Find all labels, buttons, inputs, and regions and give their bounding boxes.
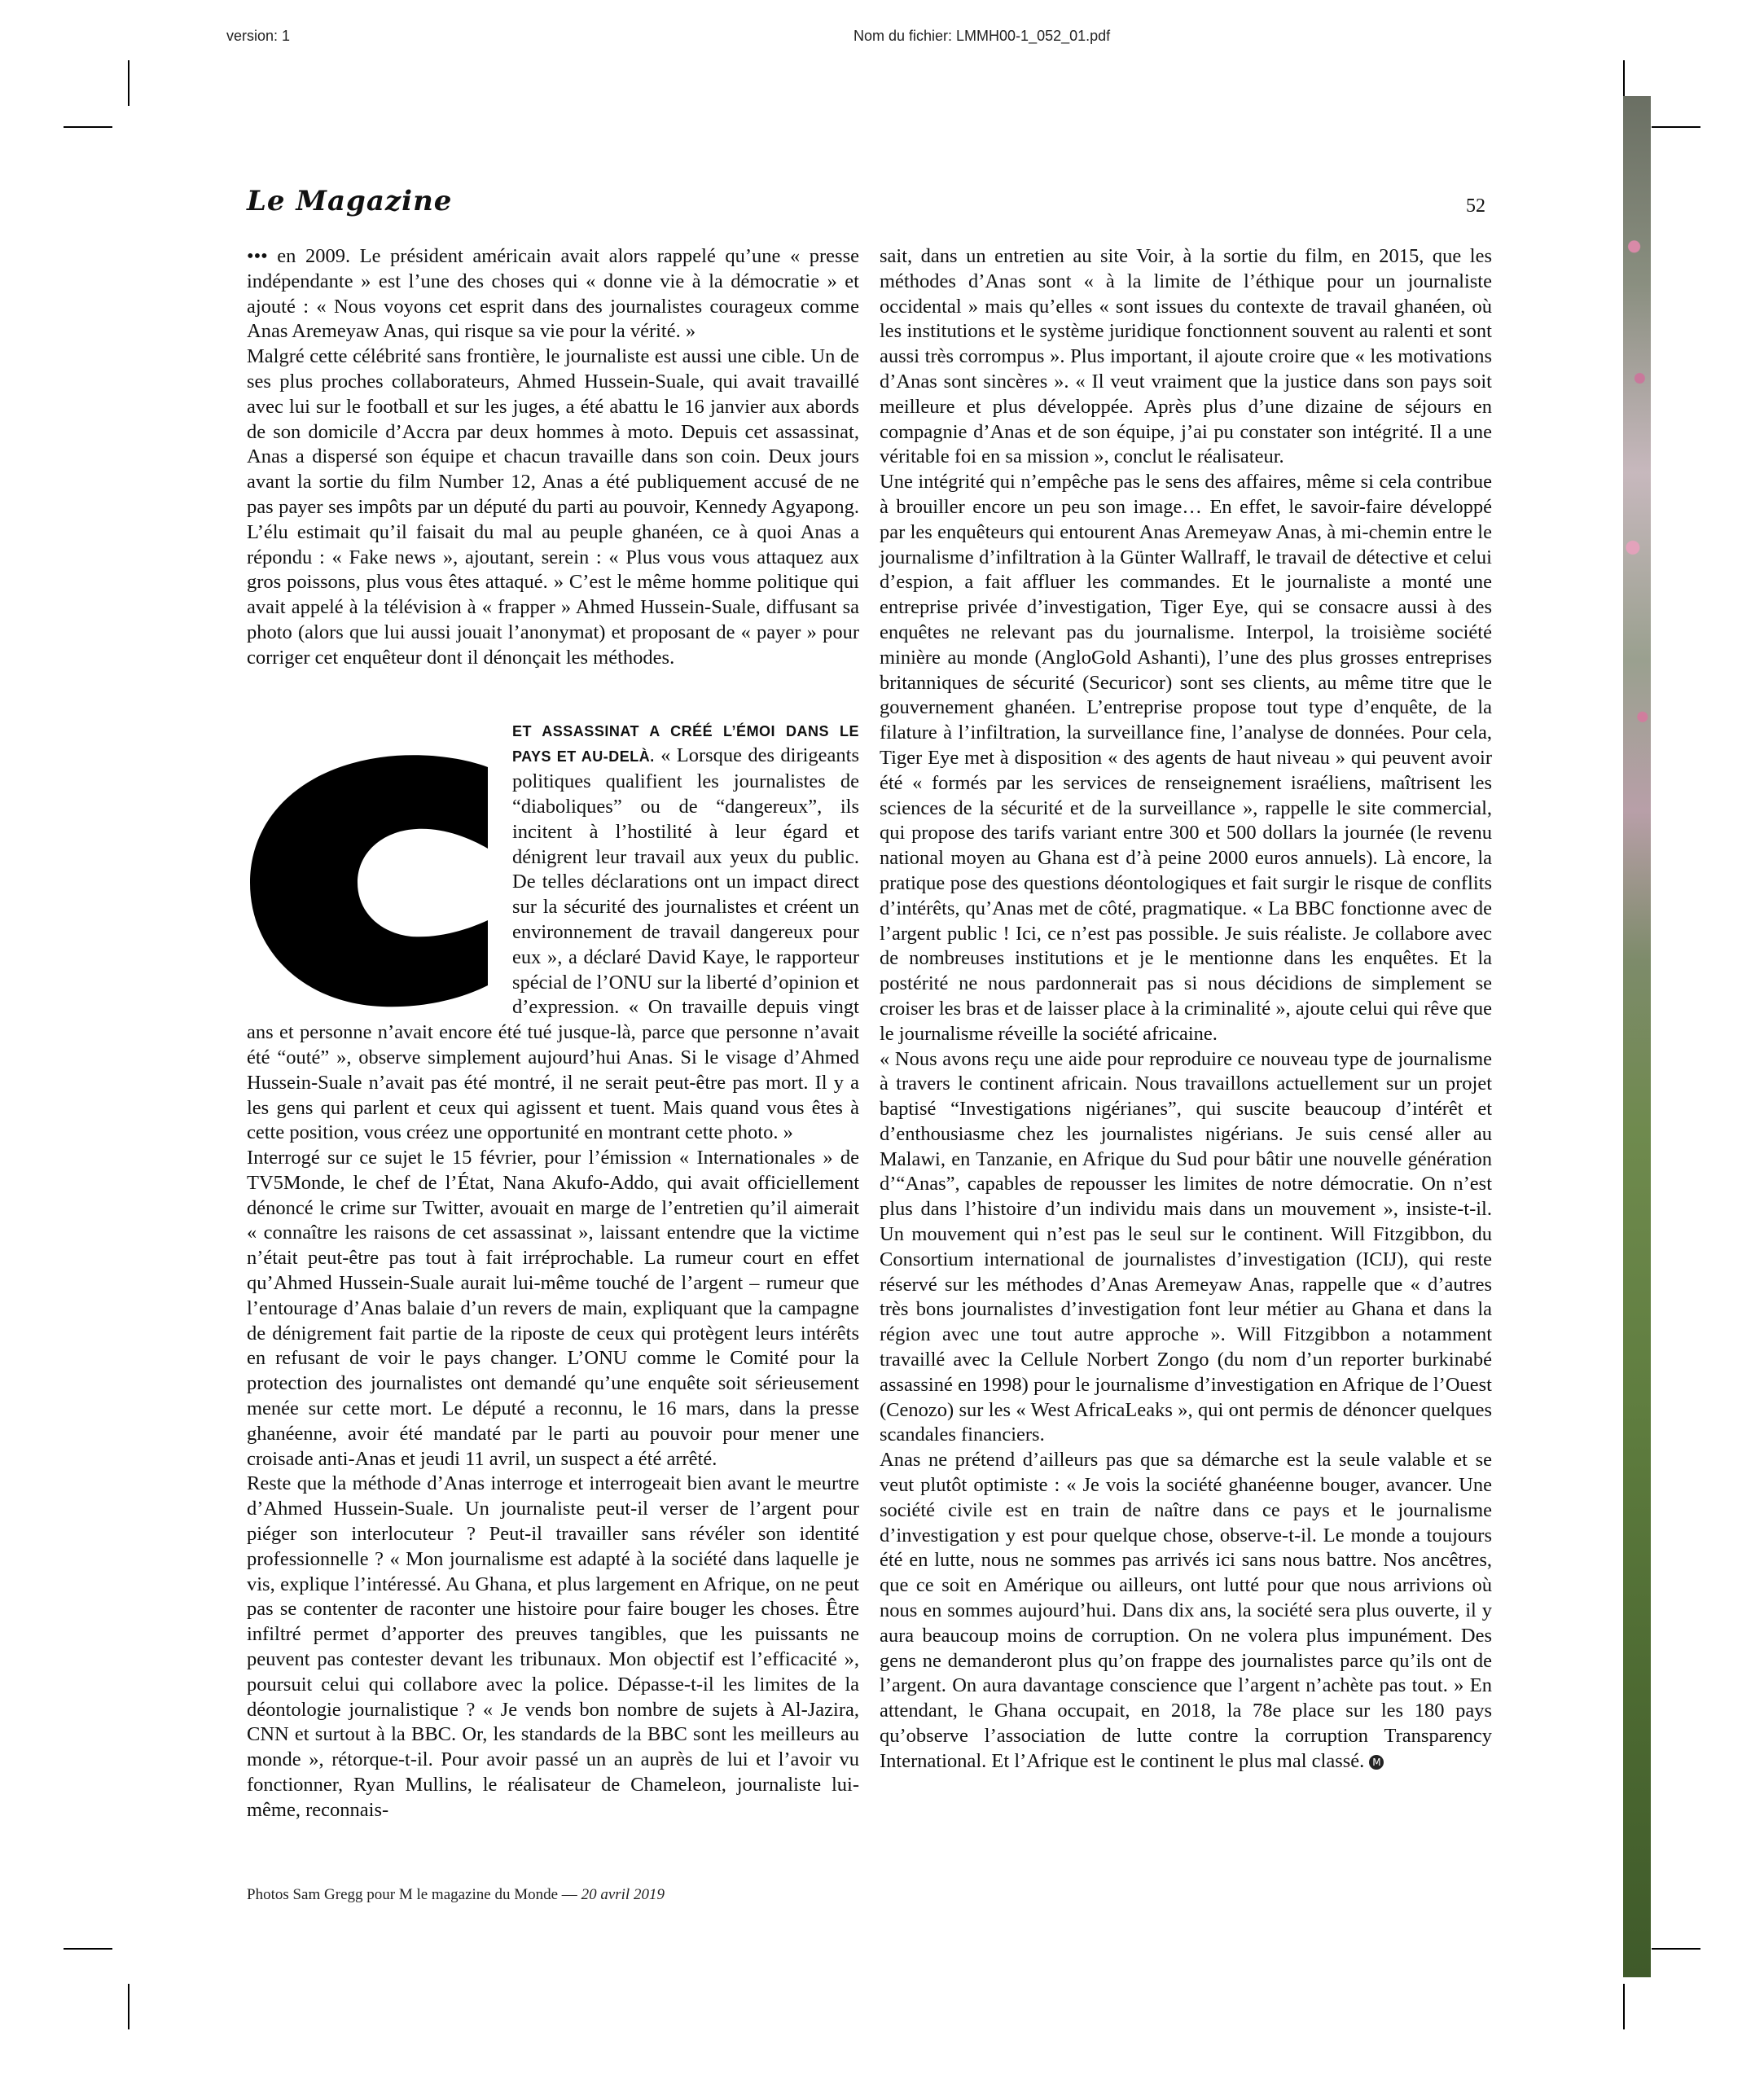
paragraph: ••• en 2009. Le président américain avait alors rappelé qu’une « presse indépendante » est l’une des choses qui « donne vie à la démocratie » et ajouté : « Nous voyons cet esprit dans des journalistes courageux comme Anas Aremeyaw Anas, qui risque sa vie pour la vérité. » xyxy=(247,245,859,343)
crop-mark xyxy=(1652,126,1700,128)
article-column-2 xyxy=(880,244,1492,1775)
article-column-1 xyxy=(247,244,859,1823)
lead-in: ET ASSASSINAT A CRÉÉ L’ÉMOI DANS LE PAYS ET AU-DELÀ. xyxy=(512,722,859,766)
crop-mark xyxy=(64,1948,112,1950)
credit-date: 20 avril 2019 xyxy=(581,1886,665,1903)
page-number: 52 xyxy=(1466,195,1485,217)
credit-text: Photos Sam Gregg pour M le magazine du Monde — xyxy=(247,1886,577,1903)
paragraph: « Nous avons reçu une aide pour reproduire ce nouveau type de journalisme à travers le continent africain. Nous travaillons actuellement sur un projet baptisé “Investigations nigérianes”, qui suscite beaucoup d’intérêt et d’enthousiasme chez les journalistes nigérians. Je suis censé aller au Malawi, en Tanzanie, en Afrique du Sud pour bâtir une nouvelle génération d’“Anas”, capables de repousser les limites de notre démocratie. On n’est plus dans l’histoire d’un individu mais dans un mouvement », insiste-t-il. Un mouvement qui n’est pas le seul sur le continent. Will Fitzgibbon, du Consortium international de journalistes d’investigation (ICIJ), qui reste réservé sur les méthodes d’Anas Aremeyaw Anas, rappelle que « d’autres très bons journalistes d’investigation font leur métier au Ghana et dans la région avec une tout autre approche ». Will Fitzgibbon a notamment travaillé avec la Cellule Norbert Zongo (du nom d’un reporter burkinabé assassiné en 1998) pour le journalisme d’investigation en Afrique de l’Ouest (Cenozo) sur les « West AfricaLeaks », qui ont permis de dénoncer quelques scandales financiers. xyxy=(880,1047,1492,1446)
crop-mark xyxy=(1623,1984,1625,2029)
end-mark-icon: M xyxy=(1369,1755,1384,1770)
paragraph: Une intégrité qui n’empêche pas le sens des affaires, même si cela contribue à brouiller encore un peu son image… En effet, le savoir-faire développé par les enquêteurs qui entourent Anas Aremeyaw Anas, à mi-chemin entre le journalisme d’infiltration à la Günter Wallraff, le travail de détective et celui d’espion, a fait affluer les commandes. Et le journaliste a monté une entreprise privée d’investigation, Tiger Eye, qui se consacre aussi à des enquêtes ne relevant pas du journalisme. Interpol, la troisième société minière au monde (AngloGold Ashanti), l’une des plus grosses entreprises britanniques de sécurité (Securicor) sont ses clients, au même titre que le gouvernement ghanéen. L’entreprise propose tout type d’enquête, de la filature à l’infiltration, la surveillance fine, l’analyse de données. Pour cela, Tiger Eye met à disposition « des agents de haut niveau » qui peuvent avoir été « formés par les services de renseignement israéliens, maîtrisent les sciences de la sécurité et de la surveillance », rappelle le site commercial, qui propose des tarifs variant entre 300 et 500 dollars la journée (le revenu national moyen au Ghana est d’à peine 2000 euros annuels). Là encore, la pratique pose des questions déontologiques et fait surgir le risque de conflits d’intérêts, qu’Anas met de côté, pragmatique. « La BBC fonctionne avec de l’argent public ! Ici, ce n’est pas possible. Je suis réaliste. Je collabore avec de nombreuses institutions et je le mentionne dans les enquêtes. Et la postérité ne nous pardonnerait pas si nous décidions de simplement se croiser les bras et de laisser place à la criminalité », ajoute celui qui rêve que le journalisme réveille la société africaine. xyxy=(880,471,1492,1045)
photo-edge-strip xyxy=(1623,96,1651,1977)
paragraph xyxy=(880,1448,1492,1774)
version-label: version: 1 xyxy=(226,28,291,44)
crop-mark xyxy=(1652,1948,1700,1950)
paragraph: Reste que la méthode d’Anas interroge et interrogeait bien avant le meurtre d’Ahmed Hussein-Suale. Un journaliste peut-il verser de l’argent pour piéger son interlocuteur ? Peut-il travailler sans révéler son identité professionnelle ? « Mon journalisme est adapté à la société dans laquelle je vis, explique l’intéressé. Au Ghana, et plus largement en Afrique, on ne peut pas se contenter de raconter une histoire pour faire bouger les choses. Être infiltré permet d’apporter des preuves tangibles, que les puissants ne peuvent pas contester devant les tribunaux. Mon objectif est l’efficacité », poursuit celui qui collabore avec la police. Dépasse-t-il les limites de la déontologie journalistique ? « Je vends bon nombre de sujets à Al-Jazira, CNN et surtout à la BBC. Or, les standards de la BBC sont les meilleurs au monde », rétorque-t-il. Pour avoir passé un an auprès de lui et l’avoir vu fonctionner, Ryan Mullins, le réalisateur de Chameleon, journaliste lui-même, reconnais- xyxy=(247,1472,859,1821)
paragraph: sait, dans un entretien au site Voir, à la sortie du film, en 2015, que les méthodes d’Anas sont « à la limite de l’éthique pour un journaliste occidental » mais qu’elles « sont issues du contexte de travail ghanéen, où les institutions et le système juridique fonctionnent souvent au ralenti et sont aussi très corrompus ». Plus important, il ajoute croire que « les motivations d’Anas sont sincères ». « Il veut vraiment que la justice dans son pays soit meilleure et plus développée. Après plus d’une dizaine de séjours en compagnie d’Anas et de son équipe, j’ai pu constater son intégrité. Il a une véritable foi en sa mission », conclut le réalisateur. xyxy=(880,245,1492,468)
photo-credit xyxy=(247,1886,665,1904)
crop-mark xyxy=(64,126,112,128)
paragraph-text: « Lorsque des dirigeants politiques qualifient les journalistes de “diaboliques” ou de “dangereux”, ils incitent à l’hostilité à leur égard et dénigrent leur travail aux yeux du public. De telles déclarations ont un impact direct sur la sécurité des journalistes et créent un environnement de travail dangereux pour eux », a déclaré David Kaye, le rapporteur spécial de l’ONU sur la liberté d’opinion et d’expression. « On travaille depuis vingt ans et personne n’avait encore été tué jusque-là, parce que personne n’avait été “outé” », observe simplement aujourd’hui Anas. Si le visage d’Ahmed Hussein-Suale n’avait pas été montré, il ne serait peut-être pas mort. Il y a les gens qui parlent et ceux qui agissent et tuent. Mais quand vous êtes à cette position, vous créez une opportunité en montrant cette photo. » xyxy=(247,744,860,1144)
filename-label: Nom du fichier: LMMH00-1_052_01.pdf xyxy=(853,28,1111,44)
magazine-brand: Le Magazine xyxy=(247,185,453,217)
crop-mark xyxy=(128,60,129,106)
drop-cap xyxy=(244,752,498,1010)
paragraph: Interrogé sur ce sujet le 15 février, pour l’émission « Internationales » de TV5Monde, le chef de l’État, Nana Akufo-Addo, qui avait officiellement dénoncé le crime sur Twitter, avouait en marge de l’entretien qu’il aimerait « connaître les raisons de cet assassinat », laissant entendre que la victime n’était peut-être pas tout à fait irréprochable. La rumeur court en effet qu’Ahmed Hussein-Suale aurait lui-même touché de l’argent – rumeur que l’entourage d’Anas balaie d’un revers de main, expliquant que la campagne de dénigrement fait partie de la riposte de ceux qui protègent leurs intérêts en refusant de voir le pays changer. L’ONU comme le Comité pour la protection des journalistes ont demandé qu’une enquête soit sérieusement menée sur cette mort. Le député a reconnu, le 16 mars, dans la presse ghanéenne, avoir été mandaté par le parti au pouvoir pour mener une croisade anti-Anas et jeudi 11 avril, un suspect a été arrêté. xyxy=(247,1147,859,1470)
paragraph-text: Anas ne prétend d’ailleurs pas que sa démarche est la seule valable et se veut plutôt optimiste : « Je vois la société ghanéenne bouger, avancer. Une société civile est en train de naître dans ce pays et le journalisme d’investigation y est pour quelque chose, observe-t-il. Le monde a toujours été en lutte, nous ne sommes pas arrivés ici sans nous battre. Nos ancêtres, que ce soit en Amérique ou ailleurs, ont lutté pour que nous arrivions où nous en sommes aujourd’hui. Dans dix ans, la société sera plus ouverte, il y aura beaucoup moins de corruption. On ne volera plus impunément. Des gens ne demanderont plus qu’on frappe des journalistes parce qu’ils ont de l’argent. On aura davantage conscience que l’argent n’achète pas tout. » En attendant, le Ghana occupait, en 2018, la 78e place sur les 180 pays qu’observe l’association de lutte contre la corruption Transparency International. Et l’Afrique est le continent le plus mal classé. xyxy=(880,1449,1492,1772)
crop-mark xyxy=(128,1984,129,2029)
paragraph: Malgré cette célébrité sans frontière, le journaliste est aussi une cible. Un de ses plus proches collaborateurs, Ahmed Hussein-Suale, qui avait travaillé avec lui sur le football et sur les juges, a été abattu le 16 janvier aux abords de son domicile d’Accra par deux hommes à moto. Depuis cet assassinat, Anas a dispersé son équipe et chacun travaille dans son coin. Deux jours avant la sortie du film Number 12, Anas a été publiquement accusé de ne pas payer ses impôts par un député du parti au pouvoir, Kennedy Agyapong. L’élu estimait qu’il faisait du mal au peuple ghanéen, ce à quoi Anas a répondu : « Fake news », ajoutant, serein : « Plus vous vous attaquez aux gros poissons, plus vous êtes attaqué. » C’est le même homme politique qui avait appelé à la télévision à « frapper » Ahmed Hussein-Suale, diffusant sa photo (alors que lui aussi jouait l’anonymat) et proposant de « payer » pour corriger cet enquêteur dont il dénonçait les méthodes. xyxy=(247,345,859,669)
